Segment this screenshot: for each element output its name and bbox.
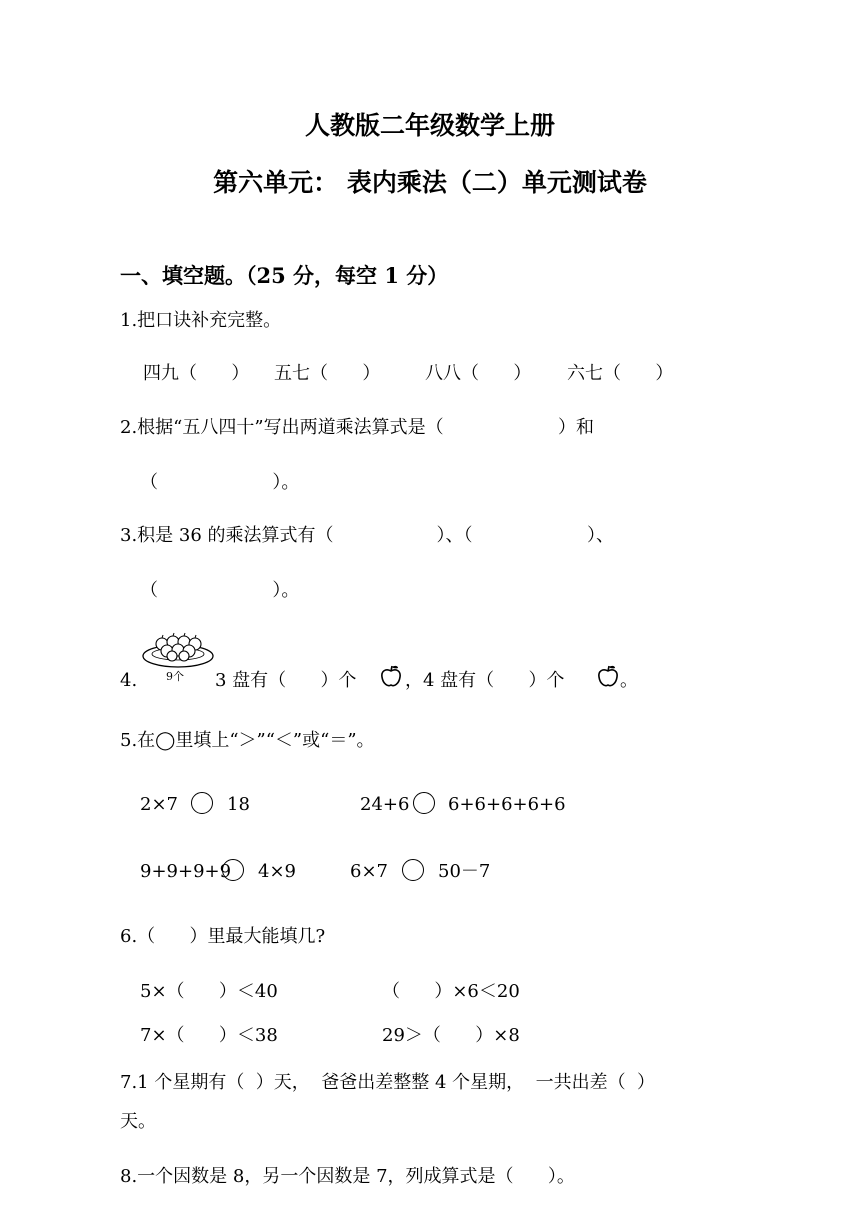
- question-6-stem: 6.（ ）里最大能填几?: [120, 926, 326, 947]
- section-heading: 一、填空题。（25 分，每空 1 分）: [120, 263, 449, 288]
- question-5-stem: 5.在◯里填上“＞”“＜”或“＝”。: [120, 730, 375, 751]
- document-subtitle: 第六单元： 表内乘法（二）单元测试卷: [213, 168, 647, 197]
- q1-blank-1: 四九（ ）: [143, 363, 250, 384]
- compare-circle: [222, 859, 244, 881]
- q1-blank-3: 八八（ ）: [425, 363, 532, 384]
- q5-row1b-right: 6+6+6+6+6: [448, 794, 566, 815]
- question-8-line-1: 8.一个因数是 8，另一个因数是 7，列成算式是（ ）。: [120, 1166, 575, 1187]
- apple-icon: [380, 664, 402, 688]
- apple-plate-image: [140, 630, 216, 672]
- plate-label: 9个: [166, 670, 184, 683]
- q5-row2a-right: 4×9: [258, 861, 296, 882]
- q1-blank-4: 六七（ ）: [567, 363, 674, 384]
- question-7-line-2: 天。: [120, 1111, 156, 1132]
- q6-item-b: （ ）×6＜20: [382, 981, 520, 1002]
- question-1-stem: 1.把口诀补充完整。: [120, 310, 282, 331]
- document-title: 人教版二年级数学上册: [304, 111, 555, 140]
- q6-item-a: 5×（ ）＜40: [140, 981, 278, 1002]
- compare-circle: [402, 859, 424, 881]
- compare-circle: [191, 792, 213, 814]
- question-2-line-2: （ ）。: [140, 472, 300, 493]
- question-3-line-1: 3.积是 36 的乘法算式有（ ）、（ ）、: [120, 525, 614, 546]
- apple-icon: [597, 664, 619, 688]
- q1-blank-2: 五七（ ）: [274, 363, 381, 384]
- question-3-line-2: （ ）。: [140, 580, 300, 601]
- q5-row1a-left: 2×7: [140, 794, 178, 815]
- question-4-text-b: ，4 盘有（ ）个: [405, 670, 565, 691]
- question-4-text-a: 3 盘有（ ）个: [215, 670, 357, 691]
- question-7-line-1: 7.1 个星期有（ ）天， 爸爸出差整整 4 个星期， 一共出差（ ）: [120, 1072, 656, 1093]
- q5-row1a-right: 18: [227, 794, 250, 815]
- q5-row2b-left: 6×7: [350, 861, 388, 882]
- question-2-line-1: 2.根据“五八四十”写出两道乘法算式是（ ）和: [120, 417, 595, 438]
- question-4-text-c: 。: [620, 670, 638, 691]
- q5-row2b-right: 50－7: [438, 861, 491, 882]
- q5-row1b-left: 24+6: [360, 794, 410, 815]
- q6-item-c: 7×（ ）＜38: [140, 1025, 278, 1046]
- compare-circle: [413, 792, 435, 814]
- question-4-number: 4.: [120, 670, 138, 691]
- q6-item-d: 29＞（ ）×8: [382, 1025, 520, 1046]
- q5-row2a-left: 9+9+9+9: [140, 861, 232, 882]
